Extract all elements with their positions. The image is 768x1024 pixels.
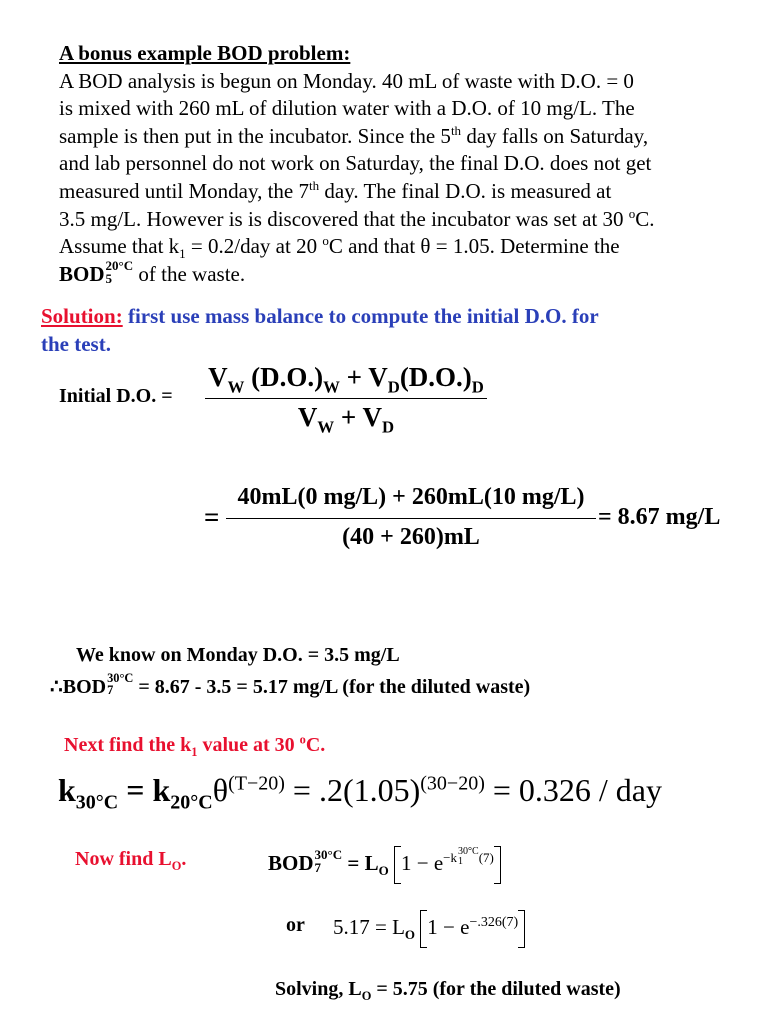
find-lo-heading: [75, 848, 186, 871]
text: V: [208, 362, 228, 392]
text: (D.O.): [244, 362, 324, 392]
left-bracket: [394, 846, 401, 884]
or-label: or: [286, 914, 305, 936]
superscript: o: [299, 732, 306, 747]
theta-symbol: θ: [212, 772, 229, 808]
superscript: th: [450, 122, 462, 138]
fraction-denominator: [205, 402, 487, 437]
lo-numeric-equation: [333, 910, 525, 948]
solving-line: [275, 978, 621, 1001]
subscript: D: [471, 377, 484, 397]
solution-intro: [41, 302, 599, 358]
exponent-end: (7): [478, 849, 494, 865]
fraction-bar: [205, 398, 487, 399]
subscript: W: [317, 417, 335, 437]
text: + V: [334, 402, 383, 432]
exp-superscript: 30°C: [458, 845, 479, 857]
bod-symbol: BOD: [62, 676, 107, 698]
initial-do-fraction: [205, 362, 487, 442]
text: day falls on Saturday,: [461, 123, 649, 148]
text: = 5.75 (for the diluted waste): [371, 978, 621, 1000]
text: = 0.326 / day: [484, 772, 662, 808]
right-bracket: [494, 846, 501, 884]
subscript: O: [171, 859, 182, 873]
solution-text-2: the test.: [41, 332, 111, 356]
text: C.: [635, 206, 655, 231]
text: V: [297, 402, 318, 432]
subscript: 1: [179, 246, 186, 262]
problem-line-2: is mixed with 260 mL of dilution water with a D.O. of 10 mg/L. The: [59, 96, 635, 121]
text: = .2(1.05): [284, 772, 421, 808]
superscript: o: [628, 205, 636, 221]
exponent: −.326(7): [469, 914, 519, 930]
problem-line-7: [59, 233, 749, 261]
exp-subscript: 1: [458, 855, 464, 867]
text: value at 30: [197, 734, 300, 756]
bod-symbol: BOD: [268, 850, 314, 875]
text: C and that θ = 1.05. Determine the: [328, 234, 620, 259]
calc-denominator: (40 + 260)mL: [342, 524, 480, 550]
problem-line-6: [59, 206, 749, 234]
subscript: O: [378, 863, 389, 878]
text: 3.5 mg/L. However is is discovered that the incubator was set at 30: [59, 206, 629, 231]
problem-line-4: and lab personnel do not work on Saturday, the final D.O. does not get: [59, 151, 652, 176]
bod-indices: [107, 672, 133, 697]
problem-line-8: [59, 257, 749, 289]
subscript: O: [361, 989, 372, 1003]
bod-superscript: 30°C: [314, 846, 343, 862]
k-equation: [58, 772, 662, 814]
therefore-symbol: ∴: [50, 676, 63, 698]
superscript: o: [322, 233, 329, 249]
text: measured until Monday, the 7: [59, 178, 310, 203]
calc-fraction-bar: [226, 518, 596, 519]
subscript: D: [382, 417, 395, 437]
text: 1 − e: [427, 914, 470, 939]
problem-line-1: A BOD analysis is begun on Monday. 40 mL of waste with D.O. = 0: [59, 68, 634, 93]
k-symbol: k: [58, 772, 76, 808]
exponent: −k: [443, 849, 458, 865]
problem-line-3: [59, 123, 749, 151]
subscript: 30°C: [75, 791, 119, 814]
bod-subscript: 5: [105, 270, 113, 286]
text: sample is then put in the incubator. Since the 5: [59, 123, 451, 148]
bod-subscript: 7: [314, 860, 322, 875]
subscript: 20°C: [170, 791, 213, 814]
text: = 0.2/day at 20: [185, 234, 323, 259]
next-k-heading: [64, 734, 325, 757]
initial-do-label: Initial D.O. =: [59, 385, 173, 407]
text: .: [181, 848, 187, 870]
bod7-line: [50, 671, 531, 701]
problem-statement: [59, 40, 749, 289]
fraction-numerator: [205, 362, 487, 397]
calc-result: = 8.67 mg/L: [598, 504, 721, 530]
text: = k: [118, 772, 171, 808]
subscript: W: [227, 377, 245, 397]
problem-heading: A bonus example BOD problem:: [59, 41, 351, 65]
monday-do: We know on Monday D.O. = 3.5 mg/L: [76, 644, 400, 666]
text: (D.O.): [399, 362, 472, 392]
bod-indices: [106, 259, 134, 285]
subscript: O: [404, 927, 416, 942]
bod-symbol: BOD: [59, 261, 105, 286]
text: C.: [305, 734, 326, 756]
text: = L: [342, 850, 379, 875]
subscript: W: [323, 377, 340, 397]
bod-superscript: 30°C: [107, 671, 134, 685]
bod-superscript: 20°C: [105, 257, 134, 273]
bod-subscript: 7: [107, 683, 114, 698]
text: + V: [339, 362, 388, 392]
text: day. The final D.O. is measured at: [319, 178, 612, 203]
text: of the waste.: [133, 261, 246, 286]
text: 1 − e: [401, 850, 444, 875]
subscript: 1: [191, 745, 198, 759]
superscript: (T−20): [228, 772, 285, 795]
solution-text: first use mass balance to compute the initial D.O. for: [127, 304, 599, 328]
subscript: D: [387, 377, 400, 397]
text: Assume that k: [59, 234, 180, 259]
right-bracket: [518, 910, 525, 948]
problem-line-5: [59, 178, 749, 206]
text: Now find L: [75, 848, 172, 870]
text: 5.17 = L: [333, 914, 405, 939]
calc-numerator: 40mL(0 mg/L) + 260mL(10 mg/L): [237, 484, 585, 510]
superscript: th: [309, 177, 320, 193]
exp-indices: [458, 847, 479, 867]
calc-equals: =: [204, 502, 220, 532]
text: Solving, L: [275, 978, 362, 1000]
bod-indices: [315, 848, 343, 874]
calc-fraction: [226, 484, 596, 564]
text: = 8.67 - 3.5 = 5.17 mg/L (for the diluted waste): [133, 676, 531, 698]
text: Next find the k: [64, 734, 192, 756]
lo-equation: [268, 846, 501, 884]
solution-label: Solution:: [41, 304, 123, 328]
superscript: (30−20): [420, 772, 485, 795]
